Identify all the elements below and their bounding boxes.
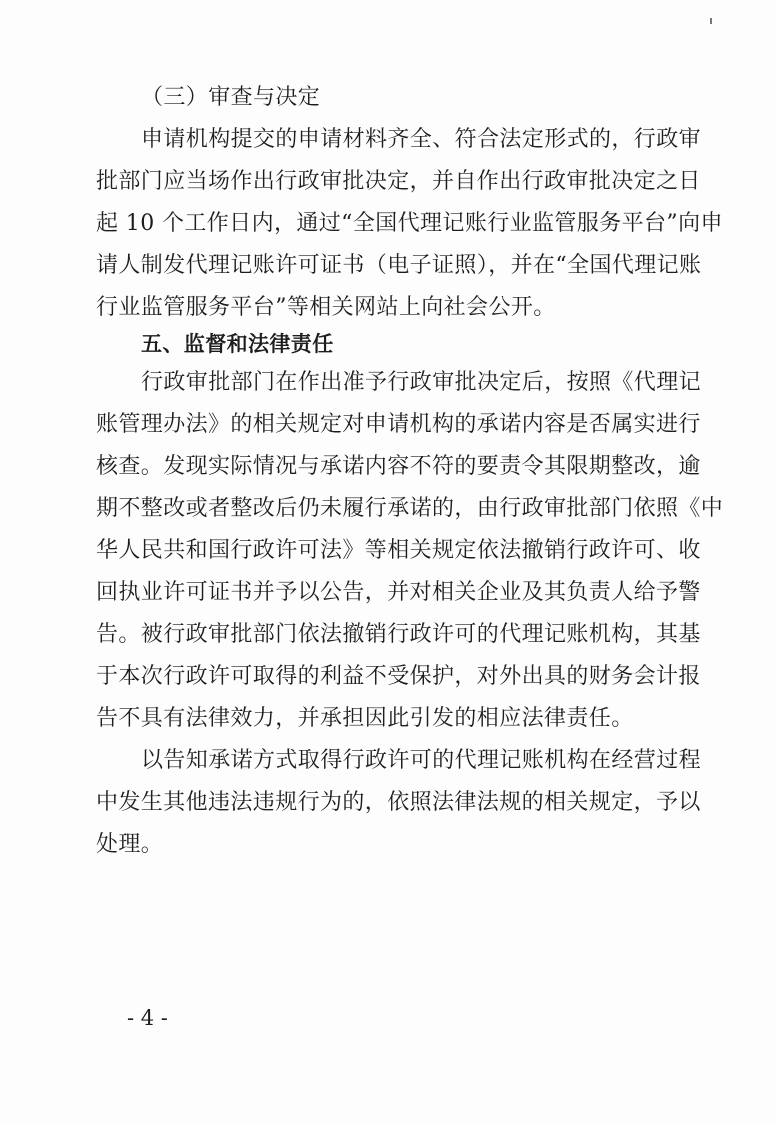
paragraph-3-line-1: 以告知承诺方式取得行政许可的代理记账机构在经营过程 — [141, 748, 702, 773]
paragraph-2-line-5: 华人民共和国行政许可法》等相关规定依法撤销行政许可、收 — [96, 538, 701, 563]
paragraph-1-line-3: 起 10 个工作日内，通过“全国代理记账行业监管服务平台”向申 — [96, 211, 723, 236]
paragraph-2-line-6: 回执业许可证书并予以公告，并对相关企业及其负责人给予警 — [96, 580, 701, 605]
paragraph-1-line-2: 批部门应当场作出行政审批决定，并自作出行政审批决定之日 — [96, 169, 701, 194]
paragraph-2-line-2: 账管理办法》的相关规定对申请机构的承诺内容是否属实进行 — [96, 412, 701, 437]
scan-mark — [710, 18, 712, 24]
page-number: - 4 - — [127, 1006, 168, 1030]
paragraph-2-line-9: 告不具有法律效力，并承担因此引发的相应法律责任。 — [96, 706, 634, 731]
paragraph-2-line-8: 于本次行政许可取得的利益不受保护，对外出具的财务会计报 — [96, 664, 701, 689]
paragraph-1-line-5: 行业监管服务平台”等相关网站上向社会公开。 — [96, 295, 556, 320]
paragraph-2-line-7: 告。被行政审批部门依法撤销行政许可的代理记账机构，其基 — [96, 622, 701, 647]
paragraph-2-line-4: 期不整改或者整改后仍未履行承诺的，由行政审批部门依照《中 — [96, 496, 724, 521]
paragraph-3-line-2: 中发生其他违法违规行为的，依照法律法规的相关规定，予以 — [96, 790, 701, 815]
chapter-heading: 五、监督和法律责任 — [141, 332, 334, 356]
paragraph-2-line-3: 核查。发现实际情况与承诺内容不符的要责令其限期整改，逾 — [96, 454, 701, 479]
section-heading: （三）审查与决定 — [141, 85, 321, 110]
paragraph-1-line-4: 请人制发代理记账许可证书（电子证照），并在“全国代理记账 — [96, 253, 702, 278]
paragraph-2-line-1: 行政审批部门在作出准予行政审批决定后，按照《代理记 — [141, 370, 702, 395]
paragraph-1-line-1: 申请机构提交的申请材料齐全、符合法定形式的，行政审 — [141, 127, 702, 152]
paragraph-3-line-3: 处理。 — [96, 832, 164, 857]
